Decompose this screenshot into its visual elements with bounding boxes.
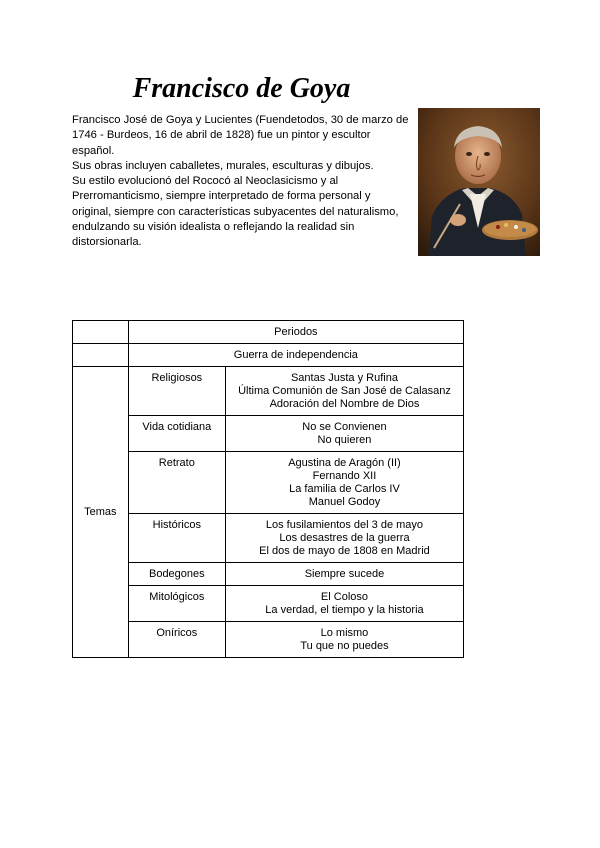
table-row: [73, 452, 464, 514]
table-row: [73, 344, 464, 367]
table-row: [73, 622, 464, 658]
work-title: Los fusilamientos del 3 de mayo: [265, 519, 424, 531]
tema-name: Oníricos: [128, 622, 225, 658]
page-title: Francisco de Goya: [132, 73, 351, 104]
work-title: No quieren: [317, 434, 372, 446]
work-title: Lo mismo: [320, 627, 369, 639]
work-title: Los desastres de la guerra: [279, 532, 410, 544]
tema-name: Vida cotidiana: [128, 416, 225, 452]
work-title: Santas Justa y Rufina: [290, 372, 398, 384]
work-title: Última Comunión de San José de Calasanz: [238, 385, 451, 397]
work-title: La familia de Carlos IV: [289, 483, 400, 495]
temas-label: Temas: [73, 367, 129, 658]
intro-paragraph: Su estilo evolucionó del Rococó al Neoclasicismo y al Prerromanticismo, siempre interpretado de forma personal y original, siempre con características subyacentes del naturalismo, endulzando su visión idealista o reflejando la realidad sin distorsionarla.: [72, 175, 399, 249]
period-name: Guerra de independencia: [128, 344, 463, 367]
work-title: Fernando XII: [312, 470, 377, 482]
work-title: El Coloso: [320, 591, 368, 603]
table-row: [73, 514, 464, 563]
tema-works: [225, 367, 463, 416]
tema-works: [225, 563, 463, 586]
tema-works: [225, 416, 463, 452]
tema-works: [225, 452, 463, 514]
table-row: [73, 416, 464, 452]
goya-portrait-image: [418, 108, 540, 256]
work-title: Tu que no puedes: [300, 640, 389, 652]
tema-name: Retrato: [128, 452, 225, 514]
tema-works: [225, 514, 463, 563]
tema-name: Bodegones: [128, 563, 225, 586]
work-title: Adoración del Nombre de Dios: [269, 398, 420, 410]
themes-table: [72, 320, 464, 658]
table-row: [73, 367, 464, 416]
table-row: [73, 586, 464, 622]
table-cell-empty: [73, 321, 129, 344]
intro-paragraph: Francisco José de Goya y Lucientes (Fuendetodos, 30 de marzo de 1746 - Burdeos, 16 de abril de 1828) fue un pintor y escultor español.: [72, 114, 409, 157]
table-row: [73, 563, 464, 586]
table-row: [73, 321, 464, 344]
work-title: Agustina de Aragón (II): [288, 457, 401, 469]
periodos-header: Periodos: [128, 321, 463, 344]
tema-name: Mitológicos: [128, 586, 225, 622]
tema-works: [225, 586, 463, 622]
work-title: Siempre sucede: [304, 568, 385, 580]
table-cell-empty: [73, 344, 129, 367]
work-title: No se Convienen: [302, 421, 387, 433]
intro-text: [72, 113, 410, 251]
work-title: Manuel Godoy: [308, 496, 381, 508]
tema-works: [225, 622, 463, 658]
tema-name: Históricos: [128, 514, 225, 563]
work-title: La verdad, el tiempo y la historia: [265, 604, 424, 616]
work-title: El dos de mayo de 1808 en Madrid: [259, 545, 430, 557]
tema-name: Religiosos: [128, 367, 225, 416]
intro-paragraph: Sus obras incluyen caballetes, murales, esculturas y dibujos.: [72, 159, 374, 172]
